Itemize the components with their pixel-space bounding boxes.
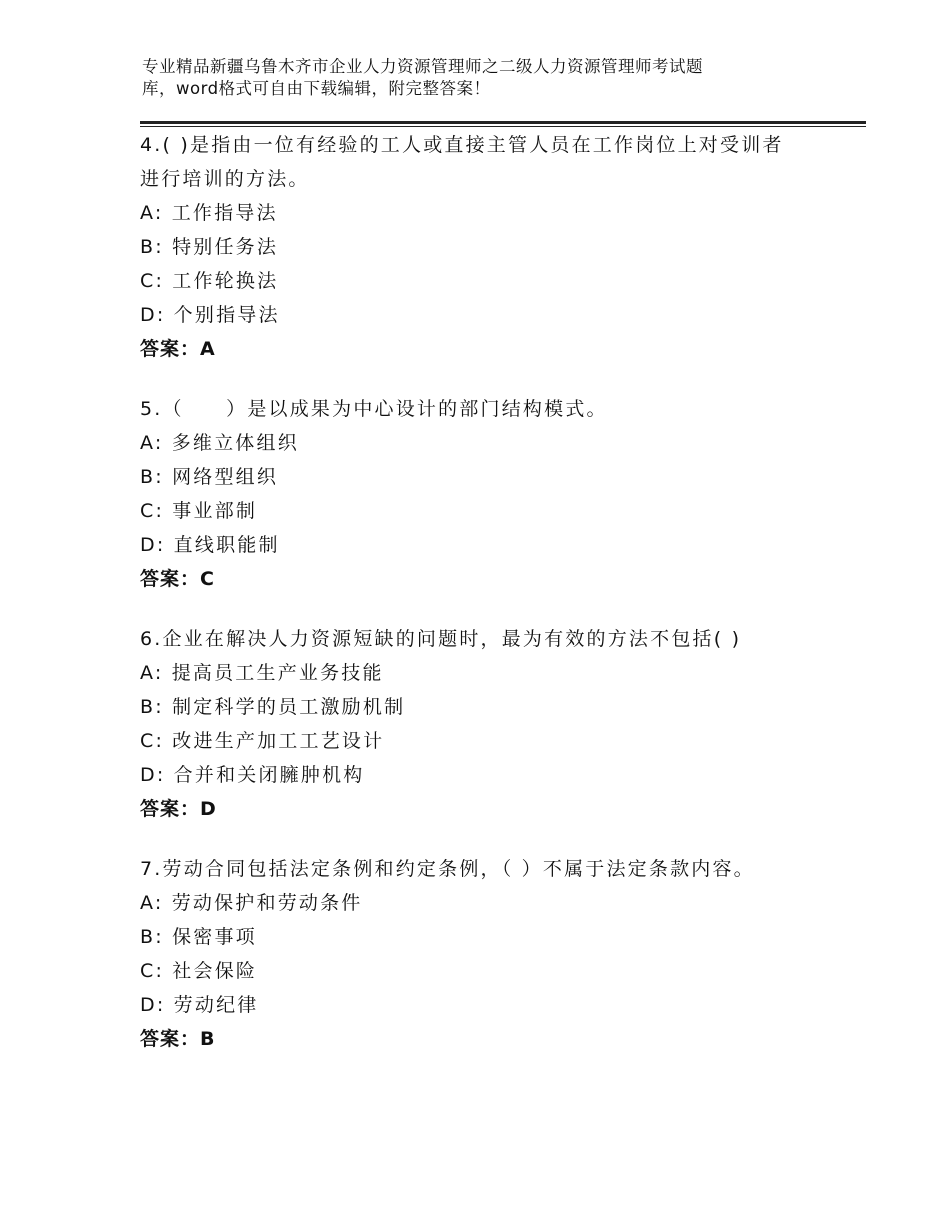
header-divider-thin bbox=[140, 126, 866, 127]
question-stem: 4.( )是指由一位有经验的工人或直接主管人员在工作岗位上对受训者 bbox=[140, 134, 784, 156]
option-a: A: 提高员工生产业务技能 bbox=[140, 662, 384, 684]
question-stem: 5.（ ）是以成果为中心设计的部门结构模式。 bbox=[140, 398, 608, 420]
question-6 bbox=[140, 622, 820, 826]
header-divider-thick bbox=[140, 121, 866, 124]
option-c: C: 改进生产加工工艺设计 bbox=[140, 730, 385, 752]
option-b: B: 特别任务法 bbox=[140, 236, 279, 258]
answer: 答案：B bbox=[140, 1028, 216, 1050]
question-stem: 7.劳动合同包括法定条例和约定条例，（ ）不属于法定条款内容。 bbox=[140, 858, 755, 880]
answer: 答案：A bbox=[140, 338, 216, 360]
option-a: A: 劳动保护和劳动条件 bbox=[140, 892, 363, 914]
question-7 bbox=[140, 852, 820, 1056]
header-line-1: 专业精品新疆乌鲁木齐市企业人力资源管理师之二级人力资源管理师考试题 bbox=[142, 57, 703, 76]
option-d: D: 劳动纪律 bbox=[140, 994, 259, 1016]
option-c: C: 工作轮换法 bbox=[140, 270, 279, 292]
option-b: B: 制定科学的员工激励机制 bbox=[140, 696, 406, 718]
option-c: C: 社会保险 bbox=[140, 960, 258, 982]
option-d: D: 合并和关闭臃肿机构 bbox=[140, 764, 365, 786]
answer: 答案：C bbox=[140, 568, 215, 590]
question-4 bbox=[140, 128, 820, 366]
question-list bbox=[140, 128, 820, 1082]
answer: 答案：D bbox=[140, 798, 217, 820]
option-d: D: 个别指导法 bbox=[140, 304, 280, 326]
option-d: D: 直线职能制 bbox=[140, 534, 280, 556]
option-a: A: 多维立体组织 bbox=[140, 432, 299, 454]
option-b: B: 网络型组织 bbox=[140, 466, 279, 488]
question-stem-continued: 进行培训的方法。 bbox=[140, 168, 310, 190]
header-line-2: 库，word格式可自由下载编辑，附完整答案！ bbox=[142, 79, 491, 98]
option-a: A: 工作指导法 bbox=[140, 202, 278, 224]
question-5 bbox=[140, 392, 820, 596]
option-c: C: 事业部制 bbox=[140, 500, 258, 522]
option-b: B: 保密事项 bbox=[140, 926, 257, 948]
question-stem: 6.企业在解决人力资源短缺的问题时，最为有效的方法不包括( ) bbox=[140, 628, 742, 650]
document-header bbox=[142, 56, 822, 100]
